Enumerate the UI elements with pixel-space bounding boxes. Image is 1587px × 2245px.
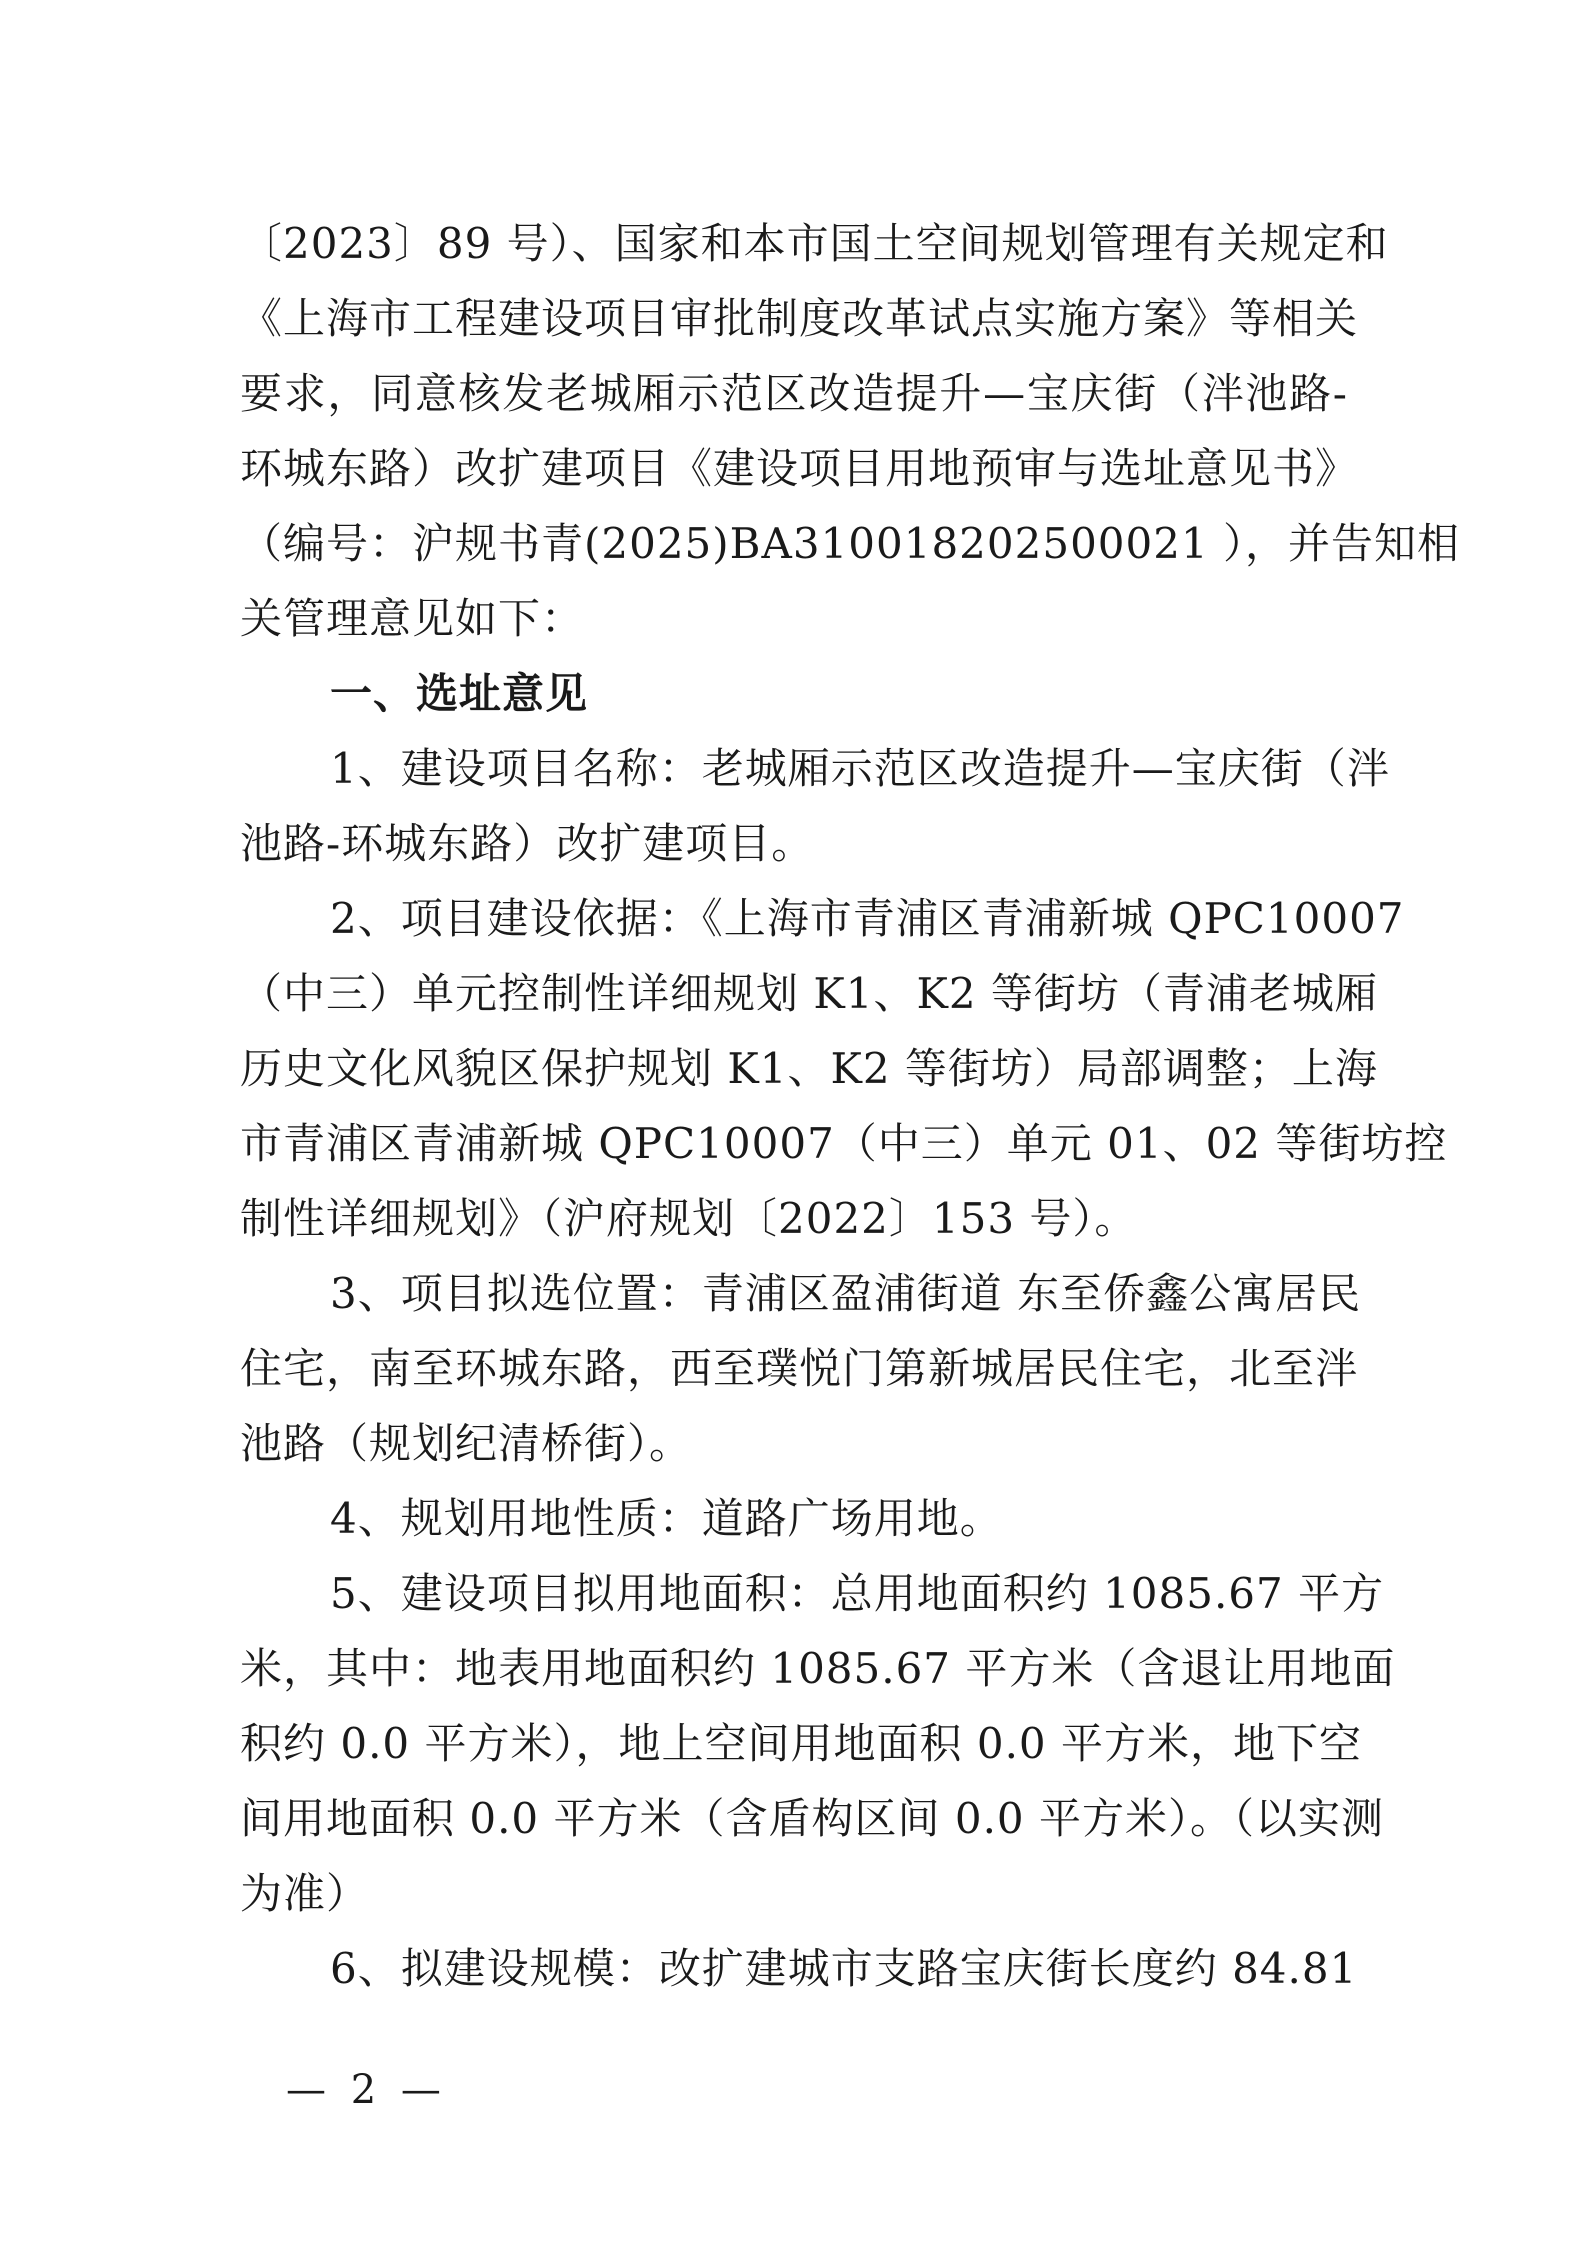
body-line: （中三）单元控制性详细规划 K1、K2 等街坊（青浦老城厢: [240, 969, 1378, 1018]
body-line: 环城东路）改扩建项目《建设项目用地预审与选址意见书》: [240, 444, 1359, 493]
page-number: — 2 —: [286, 2067, 447, 2113]
body-line: 关管理意见如下：: [240, 594, 585, 643]
body-line: 积约 0.0 平方米），地上空间用地面积 0.0 平方米，地下空: [240, 1719, 1362, 1768]
body-line: 要求，同意核发老城厢示范区改造提升—宝庆街（泮池路-: [240, 369, 1348, 418]
body-line: （编号：沪规书青(2025)BA310018202500021 ），并告知相: [240, 519, 1461, 568]
body-line: 1、建设项目名称：老城厢示范区改造提升—宝庆街（泮: [330, 744, 1390, 793]
body-line: 池路-环城东路）改扩建项目。: [240, 819, 815, 868]
body-line: 米，其中：地表用地面积约 1085.67 平方米（含退让用地面: [240, 1644, 1396, 1693]
body-line: 住宅，南至环城东路，西至璞悦门第新城居民住宅，北至泮: [240, 1344, 1359, 1393]
body-line: 6、拟建设规模：改扩建城市支路宝庆街长度约 84.81: [330, 1944, 1358, 1993]
body-line: 池路（规划纪清桥街）。: [240, 1419, 693, 1468]
document-body: [240, 206, 1461, 2006]
body-line: 5、建设项目拟用地面积：总用地面积约 1085.67 平方: [330, 1569, 1385, 1618]
body-line: 为准）: [240, 1869, 370, 1918]
body-line: 2、项目建设依据：《上海市青浦区青浦新城 QPC10007: [330, 894, 1405, 943]
body-line: 市青浦区青浦新城 QPC10007（中三）单元 01、02 等街坊控: [240, 1119, 1448, 1168]
body-line: 〔2023〕89 号）、国家和本市国土空间规划管理有关规定和: [240, 219, 1389, 268]
body-line: 《上海市工程建设项目审批制度改革试点实施方案》等相关: [240, 294, 1359, 343]
body-line: 3、项目拟选位置：青浦区盈浦街道 东至侨鑫公寓居民: [330, 1269, 1362, 1318]
section-heading: 一、选址意见: [330, 669, 589, 718]
body-line: 历史文化风貌区保护规划 K1、K2 等街坊）局部调整；上海: [240, 1044, 1378, 1093]
body-line: 间用地面积 0.0 平方米（含盾构区间 0.0 平方米）。（以实测: [240, 1794, 1384, 1843]
body-line: 制性详细规划》（沪府规划〔2022〕153 号）。: [240, 1194, 1138, 1243]
body-line: 4、规划用地性质：道路广场用地。: [330, 1494, 1003, 1543]
